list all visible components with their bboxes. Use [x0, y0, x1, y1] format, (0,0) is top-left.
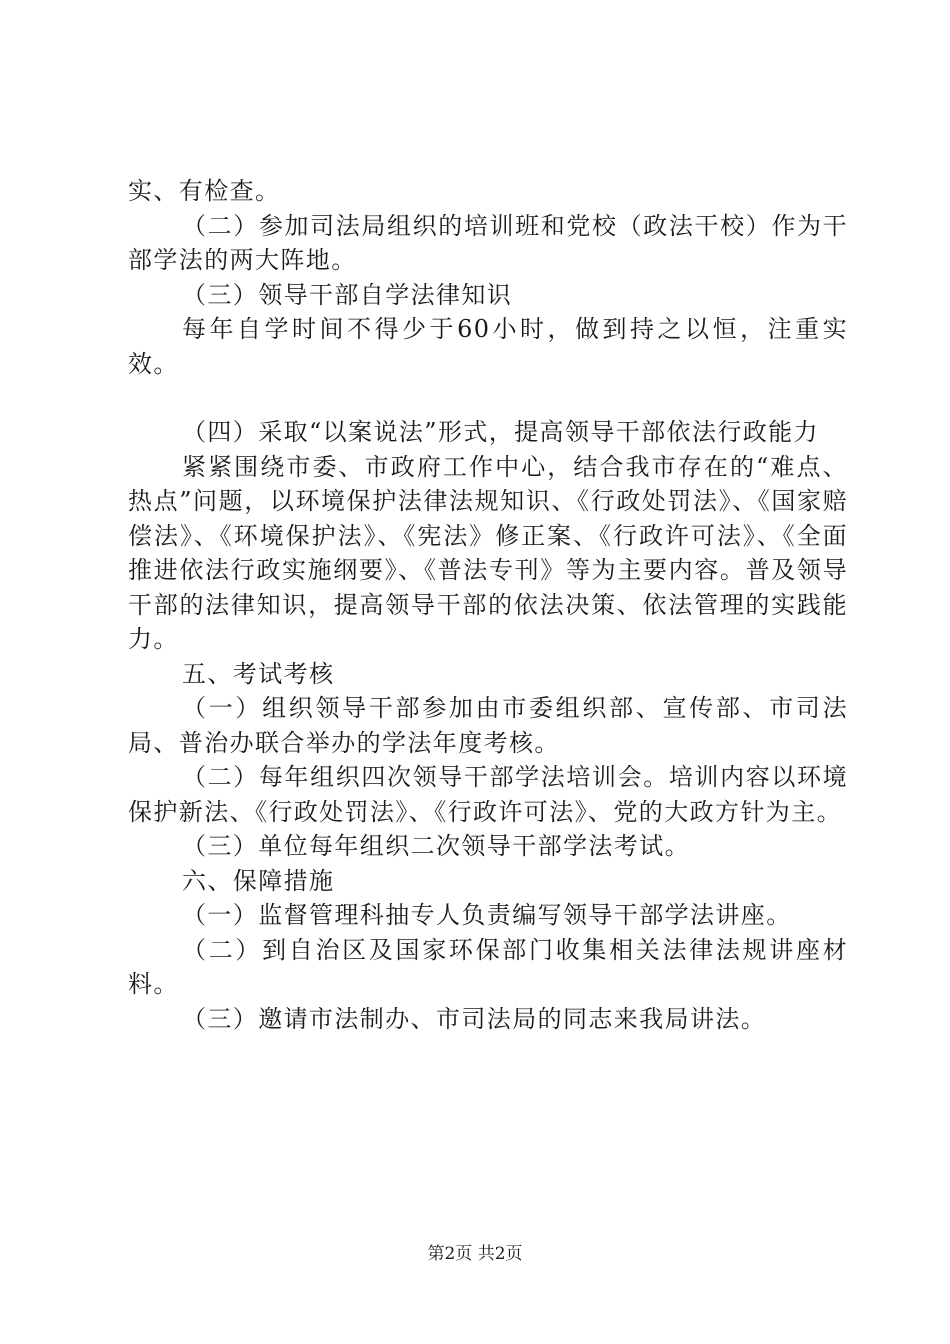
paragraph-lecture-writing: （一）监督管理科抽专人负责编写领导干部学法讲座。 — [182, 901, 792, 929]
paragraph-annual-assessment: （一）组织领导干部参加由市委组织部、宣传部、市司法局、普治办联合举办的学法年度考核。 — [128, 694, 848, 757]
paragraph-continuation: 实、有检查。 — [128, 177, 281, 205]
paragraph-invited-speakers: （三）邀请市法制办、市司法局的同志来我局讲法。 — [182, 1004, 767, 1033]
document-body — [128, 174, 848, 1036]
paragraph-training-venues: （二）参加司法局组织的培训班和党校（政法干校）作为干部学法的两大阵地。 — [128, 211, 848, 274]
paragraph-material-collection: （二）到自治区及国家环保部门收集相关法律法规讲座材料。 — [128, 935, 848, 998]
section-heading-exams: 五、考试考核 — [182, 659, 335, 688]
page-footer: 第2页 共2页 — [427, 1244, 523, 1264]
paragraph-self-study-heading: （三）领导干部自学法律知识 — [182, 280, 513, 309]
paragraph-case-study-content: 紧紧围绕市委、市政府工作中心，结合我市存在的“难点、热点”问题，以环境保护法律法规知识、《行政处罚法》、《国家赔偿法》、《环境保护法》、《宪法》修正案、《行政许可法》、《全面推进依法行政实施纲要》、《普法专刊》等为主要内容。普及领导干部的法律知识，提高领导干部的依法决策、依法管理的实践能力。 — [128, 452, 848, 653]
blank-line — [128, 381, 848, 415]
paragraph-unit-exams: （三）单位每年组织二次领导干部学法考试。 — [182, 832, 690, 860]
paragraph-case-study-heading: （四）采取“以案说法”形式，提高领导干部依法行政能力 — [182, 418, 819, 446]
paragraph-self-study-hours: 每年自学时间不得少于60小时，做到持之以恒，注重实效。 — [128, 315, 848, 378]
section-heading-safeguards: 六、保障措施 — [182, 866, 335, 895]
paragraph-training-sessions: （二）每年组织四次领导干部学法培训会。培训内容以环境保护新法、《行政处罚法》、《行政许可法》、党的大政方针为主。 — [128, 763, 848, 826]
